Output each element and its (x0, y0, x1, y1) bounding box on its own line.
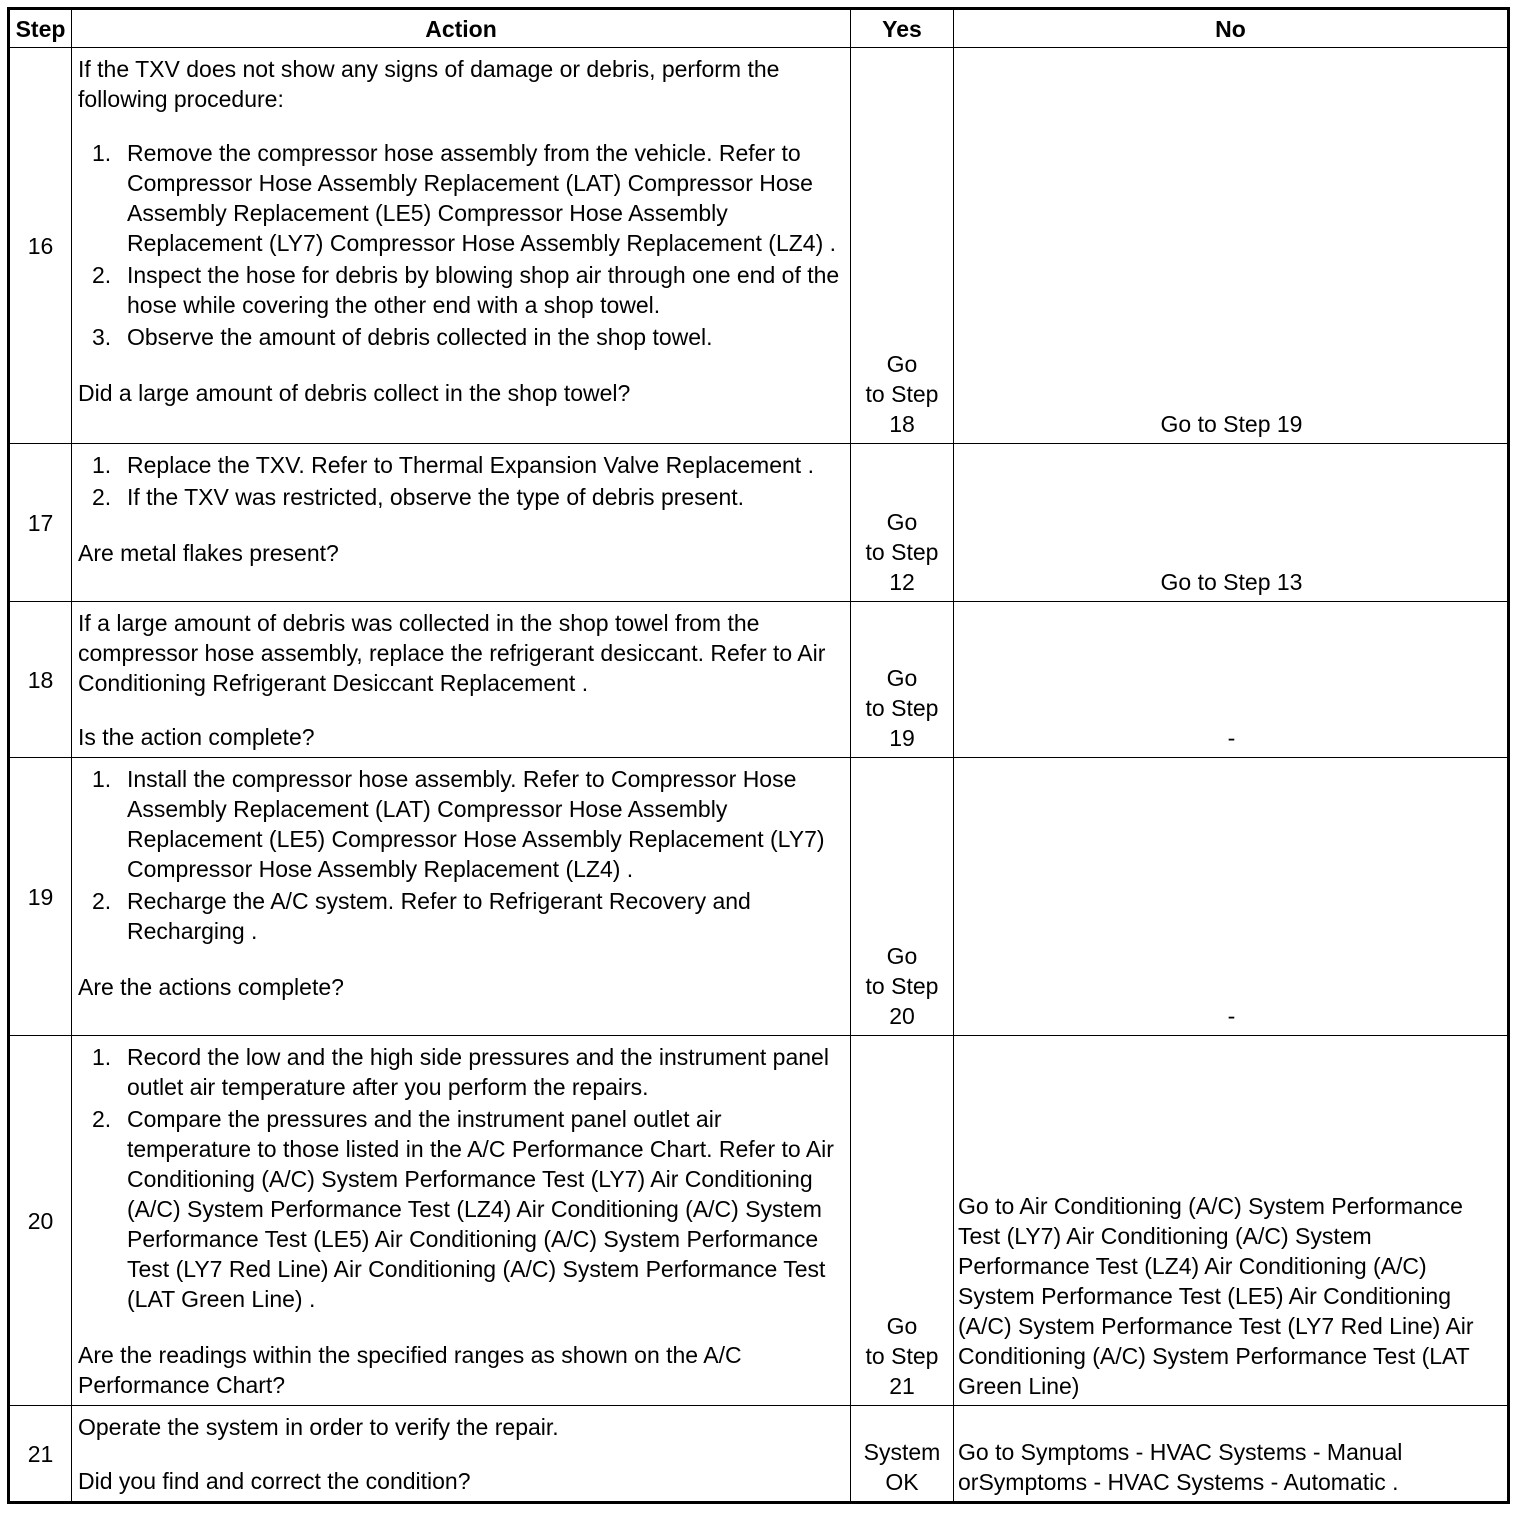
no-cell: - (954, 602, 1509, 758)
list-item-text: Remove the compressor hose assembly from the vehicle. Refer to Compressor Hose Assembly Replacement (LAT) Compressor Hose Assembly Replacement (LE5) Compressor Hose Assembly Replacement (LY7) Compressor Hose Assembly Replacement (LZ4) . (127, 140, 837, 256)
list-item: 2. If the TXV was restricted, observe the type of debris present. (92, 484, 745, 510)
no-cell: - (954, 758, 1509, 1036)
list-item-text: Install the compressor hose assembly. Refer to Compressor Hose Assembly Replacement (LAT) Compressor Hose Assembly Replacement (LE5) Compressor Hose Assembly Replacement (LY7) Compressor Hose Assembly Replacement (LZ4) . (127, 766, 825, 882)
action-steps (78, 764, 844, 946)
action-intro: If the TXV does not show any signs of damage or debris, perform the following procedure: (78, 56, 780, 112)
action-cell (72, 1406, 851, 1503)
step-number: 18 (9, 602, 72, 758)
action-cell (72, 1036, 851, 1406)
list-item-text: Observe the amount of debris collected in the shop towel. (127, 324, 713, 350)
list-item: 2. Inspect the hose for debris by blowing shop air through one end of the hose while covering the other end with a shop towel. (92, 262, 840, 318)
yes-cell: Go to Step 20 (851, 758, 954, 1036)
header-step: Step (9, 9, 72, 48)
step-number: 19 (9, 758, 72, 1036)
action-cell (72, 444, 851, 602)
header-yes: Yes (851, 9, 954, 48)
list-item: 1. Remove the compressor hose assembly from the vehicle. Refer to Compressor Hose Assembly Replacement (LAT) Compressor Hose Assembly Replacement (LE5) Compressor Hose Assembly Replacement (LY7) Compressor Hose Assembly Replacement (LZ4) . (92, 140, 837, 256)
list-item-text: Recharge the A/C system. Refer to Refrigerant Recovery and Recharging . (127, 888, 751, 944)
table-row (9, 444, 1509, 602)
step-number: 21 (9, 1406, 72, 1503)
list-item: 1. Replace the TXV. Refer to Thermal Expansion Valve Replacement . (92, 452, 814, 478)
action-question: Are the actions complete? (78, 974, 344, 1000)
yes-cell: Go to Step 19 (851, 602, 954, 758)
action-question: Did you find and correct the condition? (78, 1468, 471, 1494)
header-row (9, 9, 1509, 48)
list-item-text: Inspect the hose for debris by blowing shop air through one end of the hose while covering the other end with a shop towel. (127, 262, 840, 318)
no-cell: Go to Step 19 (954, 48, 1509, 444)
action-steps (78, 1042, 844, 1314)
list-item-text: Replace the TXV. Refer to Thermal Expansion Valve Replacement . (127, 452, 814, 478)
table-row (9, 602, 1509, 758)
action-cell (72, 758, 851, 1036)
step-number: 17 (9, 444, 72, 602)
list-item: 1. Record the low and the high side pressures and the instrument panel outlet air temperature after you perform the repairs. (92, 1044, 829, 1100)
action-question: Did a large amount of debris collect in the shop towel? (78, 380, 631, 406)
list-item-text: Record the low and the high side pressures and the instrument panel outlet air temperature after you perform the repairs. (127, 1044, 829, 1100)
list-item: 3. Observe the amount of debris collected in the shop towel. (92, 324, 713, 350)
no-cell: Go to Air Conditioning (A/C) System Performance Test (LY7) Air Conditioning (A/C) System Performance Test (LZ4) Air Conditioning (A/C) System Performance Test (LE5) Air Conditioning (A/C) System Performance Test (LY7 Red Line) Air Conditioning (A/C) System Performance Test (LAT Green Line) (954, 1036, 1509, 1406)
action-steps (78, 450, 844, 512)
action-cell (72, 48, 851, 444)
no-cell: Go to Symptoms - HVAC Systems - Manual orSymptoms - HVAC Systems - Automatic . (954, 1406, 1509, 1503)
header-no: No (954, 9, 1509, 48)
action-question: Are metal flakes present? (78, 540, 339, 566)
list-item-text: If the TXV was restricted, observe the type of debris present. (127, 484, 745, 510)
no-cell: Go to Step 13 (954, 444, 1509, 602)
diagnostic-table (7, 7, 1510, 1504)
list-item: 1. Install the compressor hose assembly. Refer to Compressor Hose Assembly Replacement (LAT) Compressor Hose Assembly Replacement (LE5) Compressor Hose Assembly Replacement (LY7) Compressor Hose Assembly Replacement (LZ4) . (92, 766, 825, 882)
yes-cell: Go to Step 12 (851, 444, 954, 602)
yes-cell: Go to Step 21 (851, 1036, 954, 1406)
action-intro: If a large amount of debris was collected in the shop towel from the compressor hose assembly, replace the refrigerant desiccant. Refer to Air Conditioning Refrigerant Desiccant Replacement . (78, 610, 826, 696)
table-row (9, 758, 1509, 1036)
table-row (9, 48, 1509, 444)
action-question: Is the action complete? (78, 724, 315, 750)
action-cell (72, 602, 851, 758)
yes-cell: Go to Step 18 (851, 48, 954, 444)
action-intro: Operate the system in order to verify the repair. (78, 1414, 559, 1440)
action-question: Are the readings within the specified ranges as shown on the A/C Performance Chart? (78, 1342, 742, 1398)
step-number: 20 (9, 1036, 72, 1406)
action-steps (78, 138, 844, 352)
header-action: Action (72, 9, 851, 48)
list-item-text: Compare the pressures and the instrument panel outlet air temperature to those listed in the A/C Performance Chart. Refer to Air Conditioning (A/C) System Performance Test (LY7) Air Conditioning (A/C) System Performance Test (LZ4) Air Conditioning (A/C) System Performance Test (LE5) Air Conditioning (A/C) System Performance Test (LY7 Red Line) Air Conditioning (A/C) System Performance Test (LAT Green Line) . (127, 1106, 834, 1312)
list-item: 2. Recharge the A/C system. Refer to Refrigerant Recovery and Recharging . (92, 888, 751, 944)
list-item: 2. Compare the pressures and the instrument panel outlet air temperature to those listed in the A/C Performance Chart. Refer to Air Conditioning (A/C) System Performance Test (LY7) Air Conditioning (A/C) System Performance Test (LZ4) Air Conditioning (A/C) System Performance Test (LE5) Air Conditioning (A/C) System Performance Test (LY7 Red Line) Air Conditioning (A/C) System Performance Test (LAT Green Line) . (92, 1106, 834, 1312)
table-row (9, 1406, 1509, 1503)
step-number: 16 (9, 48, 72, 444)
yes-cell: System OK (851, 1406, 954, 1503)
table-row (9, 1036, 1509, 1406)
